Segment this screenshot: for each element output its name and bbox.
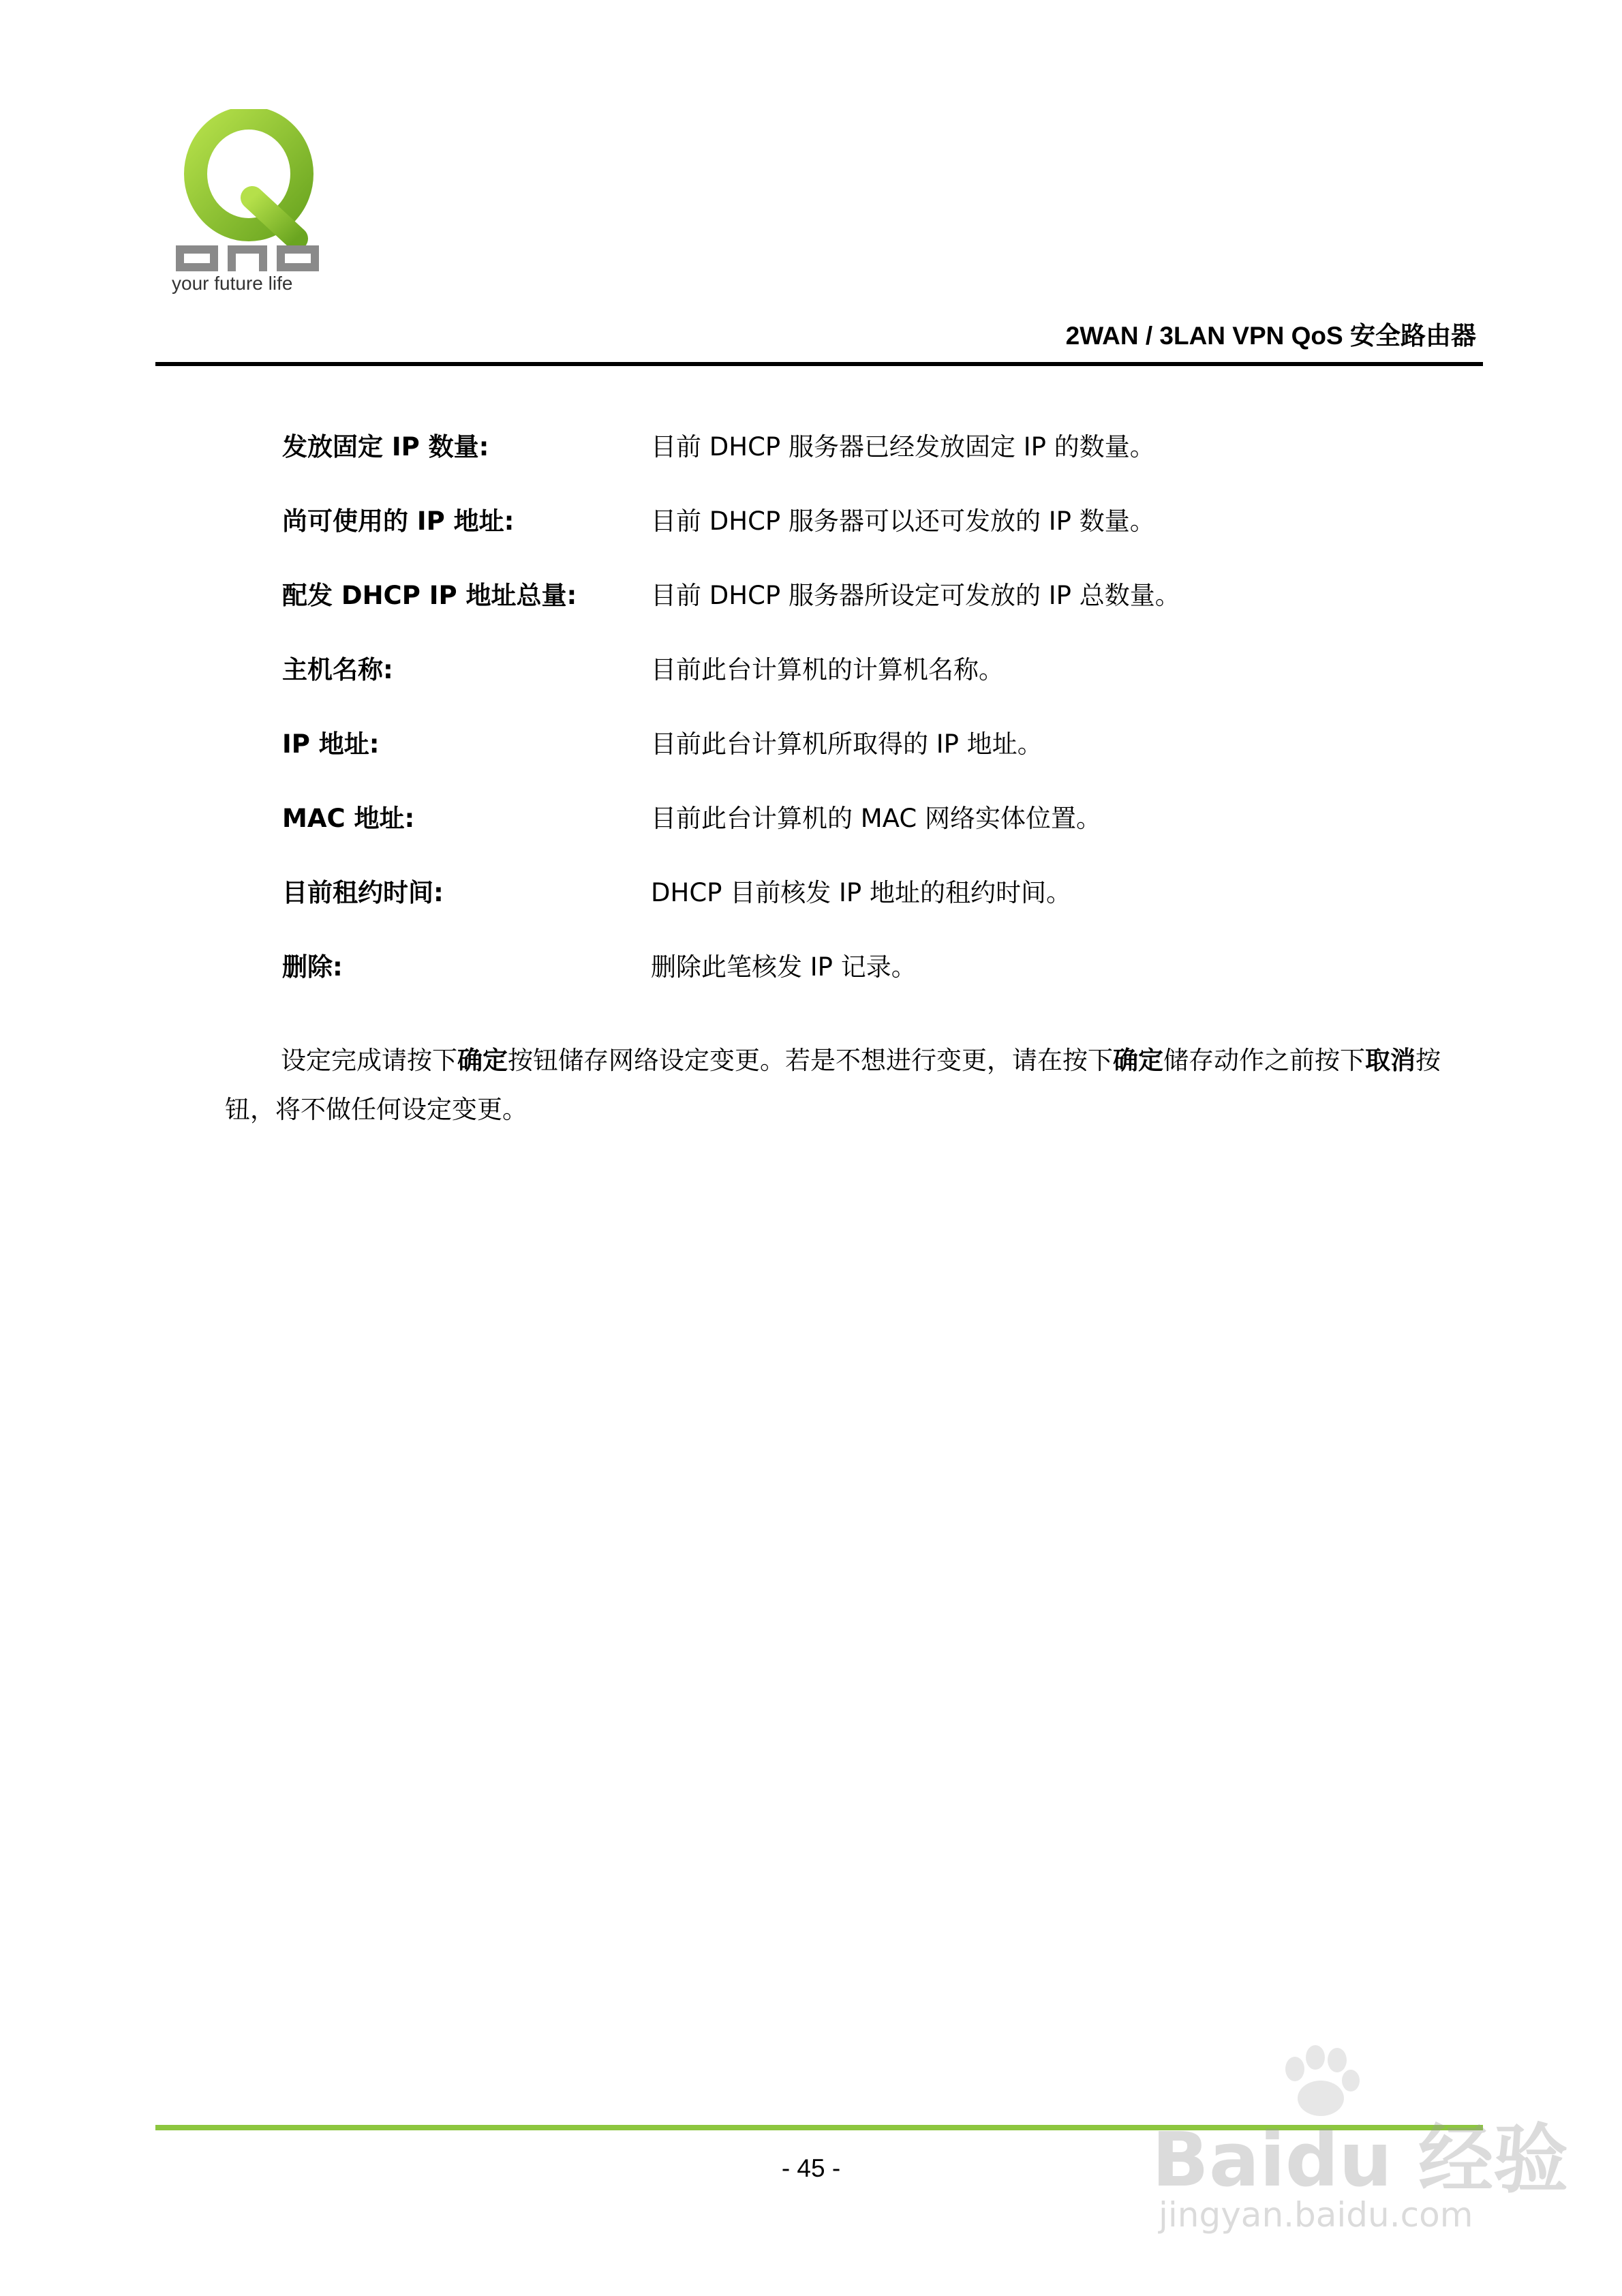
definition-row [0,500,1622,541]
paragraph-text: 储存动作之前按下 [1163,1046,1365,1075]
definition-description: 目前 DHCP 服务器已经发放固定 IP 的数量。 [651,432,1155,462]
confirm-keyword: 确定 [1113,1046,1163,1075]
definition-term: 主机名称: [282,655,393,684]
definition-term: 删除: [282,952,343,982]
paragraph-text: 按钮储存网络设定变更。若是不想进行变更，请在按下 [508,1046,1113,1075]
definition-row [0,649,1622,690]
document-header-title: 2WAN / 3LAN VPN QoS 安全路由器 [1065,322,1476,350]
definition-description: DHCP 目前核发 IP 地址的租约时间。 [651,878,1071,907]
instruction-paragraph [225,1036,1483,1134]
definition-row [0,946,1622,987]
page-number: - 45 - [781,2154,841,2182]
paragraph-text: 设定完成请按下 [281,1046,457,1075]
definition-description: 目前此台计算机所取得的 IP 地址。 [651,729,1043,759]
watermark-brand: Baidu 经验 [1152,2116,1569,2203]
header-divider [155,362,1483,366]
definition-term: 尚可使用的 IP 地址: [282,507,515,536]
baidu-watermark [1152,2045,1569,2250]
definition-description: 目前此台计算机的 MAC 网络实体位置。 [651,804,1101,833]
paragraph-text: 按钮，将不做任何设定变更。 [225,1046,1441,1124]
definition-row [0,723,1622,764]
definition-description: 目前 DHCP 服务器可以还可发放的 IP 数量。 [651,507,1155,536]
definition-description: 目前 DHCP 服务器所设定可发放的 IP 总数量。 [651,581,1180,610]
definition-row [0,798,1622,839]
logo-tagline: your future life [172,273,293,294]
cancel-keyword: 取消 [1365,1046,1416,1075]
definition-row [0,575,1622,616]
definition-term: MAC 地址: [282,804,415,833]
definition-row [0,872,1622,913]
definition-description: 目前此台计算机的计算机名称。 [651,655,1004,684]
watermark-url: jingyan.baidu.com [1159,2195,1473,2235]
definition-term: 配发 DHCP IP 地址总量: [282,581,577,610]
confirm-keyword: 确定 [457,1046,508,1075]
definition-term: 目前租约时间: [282,878,444,907]
definition-term: IP 地址: [282,729,380,759]
definition-row [0,426,1622,467]
definition-description: 删除此笔核发 IP 记录。 [651,952,917,982]
definition-term: 发放固定 IP 数量: [282,432,489,462]
